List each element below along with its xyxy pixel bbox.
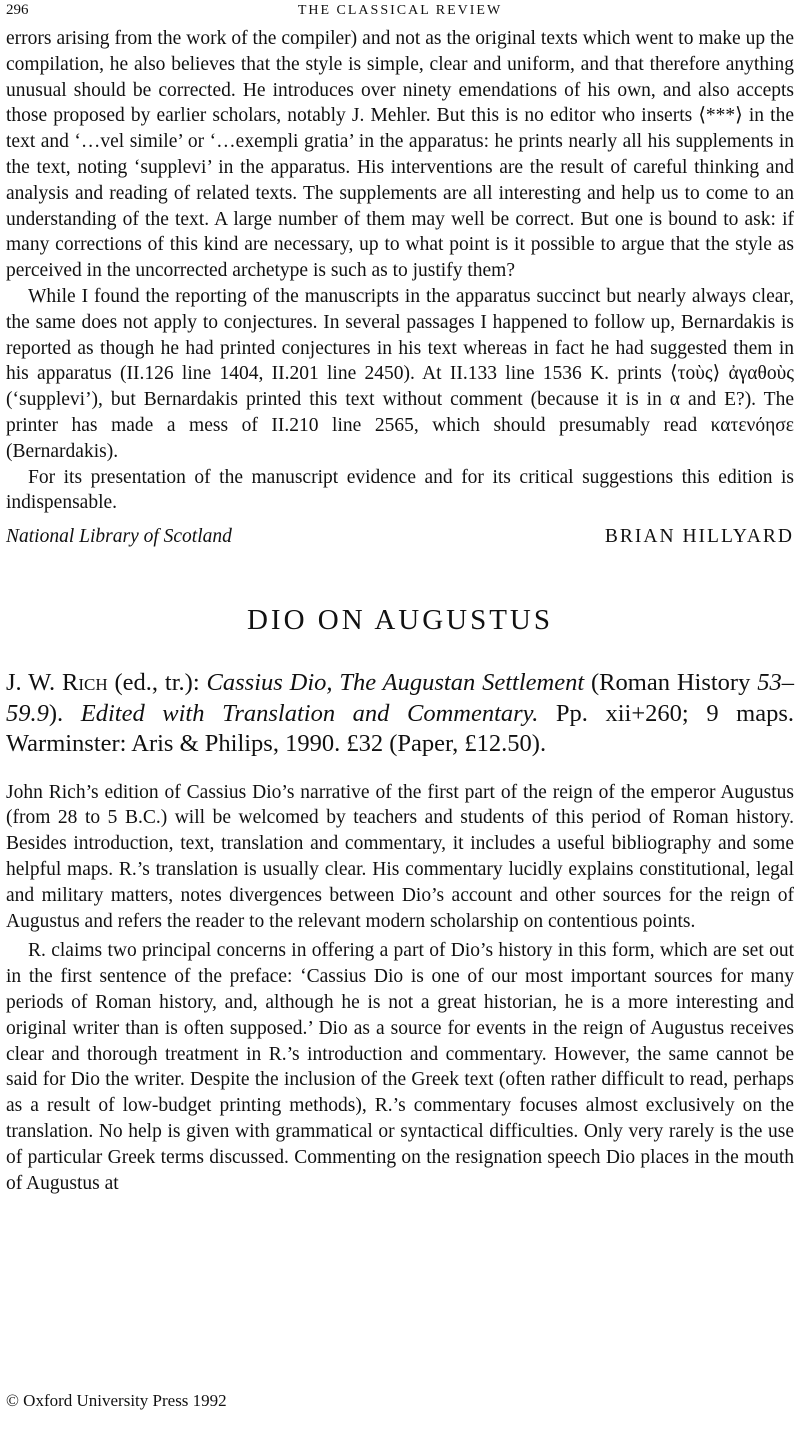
citation-mid: (Roman History (584, 669, 758, 697)
paragraph: John Rich’s edition of Cassius Dio’s narrative of the first part of the reign of the emperor Augustus (from 28 to 5 B.C.) will be welcomed by teachers and students of this period of Roman history. Besides introduction, text, translation and commentary, it includes a useful bibliography and some helpful maps. R.’s translation is usually clear. His commentary lucidly explains constitutional, legal and military matters, notes divergences between Dio’s account and other sources for the reign of Augustus and refers the reader to the relevant modern scholarship on contentious points. (6, 781, 794, 932)
reviewer-name: BRIAN HILLYARD (604, 526, 794, 548)
review-body (6, 780, 794, 1197)
copyright-notice: © Oxford University Press 1992 (6, 1391, 227, 1410)
review-continuation (6, 26, 794, 516)
paragraph: For its presentation of the manuscript evidence and for its critical suggestions this edition is indispensable. (6, 466, 794, 514)
citation-title: Cassius Dio, The Augustan Settlement (206, 669, 585, 697)
page (6, 0, 794, 1196)
paragraph: While I found the reporting of the manuscripts in the apparatus succinct but nearly always clear, the same does not apply to conjectures. In several passages I happened to follow up, Bernardakis is reported as though he had printed conjectures in his text whereas in fact he had suggested them in his apparatus (II.126 line 1404, II.201 line 2450). At II.133 line 1536 K. prints ⟨τοὺς⟩ ἀγαθοὺς (‘supplevi’), but Bernardakis printed this text without comment (because it is in α and E?). The printer has made a mess of II.210 line 2565, which should presumably read κατενόησε (Bernardakis). (6, 285, 794, 462)
citation-details: Pp. xii+260; 9 maps. Warminster: Aris & Philips, 1990. £32 (Paper, £12.50). (6, 699, 794, 758)
running-head (6, 0, 794, 26)
citation-subtitle: Edited with Translation and Commentary. (80, 699, 539, 727)
section-title: DIO ON AUGUSTUS (246, 604, 553, 637)
book-citation (6, 668, 794, 760)
paragraph: R. claims two principal concerns in offering a part of Dio’s history in this form, which are set out in the first sentence of the preface: ‘Cassius Dio is one of our most important sources for many periods of Roman history, and, although he is not a great historian, he is a more interesting and original writer than is often supposed.’ Dio as a source for events in the reign of Augustus receives clear and thorough treatment in R.’s introduction and commentary. However, the same cannot be said for Dio the writer. Despite the inclusion of the Greek text (often rather difficult to read, perhaps as a result of low-budget printing methods), R.’s commentary focuses almost exclusively on the translation. No help is given with grammatical or syntactical difficulties. Only very rarely is the use of particular Greek terms discussed. Commenting on the resignation speech Dio places in the mouth of Augustus at (6, 940, 794, 1194)
journal-title: THE CLASSICAL REVIEW (297, 3, 503, 18)
citation-close-paren: ). (48, 699, 81, 727)
page-number: 296 (6, 2, 29, 18)
reviewer-institution: National Library of Scotland (6, 526, 232, 548)
review-signoff (6, 524, 794, 556)
citation-books: 53–59.9 (6, 669, 794, 727)
citation-author-surname: Rich (62, 669, 108, 697)
paragraph: errors arising from the work of the compiler) and not as the original texts which went to make up the compilation, he also believes that the style is simple, clear and uniform, and that therefore anything unusual should be corrected. He introduces over ninety emendations of his own, and also accepts those proposed by earlier scholars, notably J. Mehler. But this is no editor who inserts ⟨***⟩ in the text and ‘…vel simile’ or ‘…exempli gratia’ in the apparatus: he prints nearly all his supplements in the text, noting ‘supplevi’ in the apparatus. His interventions are the result of careful thinking and analysis and reading of related texts. The supplements are all interesting and help us to come to an understanding of the text. A large number of them may well be correct. But one is bound to ask: if many corrections of this kind are necessary, up to what point is it possible to argue that the style as perceived in the uncorrected archetype is such as to justify them? (6, 28, 794, 282)
citation-role: (ed., tr.): (107, 669, 207, 697)
citation-author-initials: J. W. (6, 669, 62, 697)
